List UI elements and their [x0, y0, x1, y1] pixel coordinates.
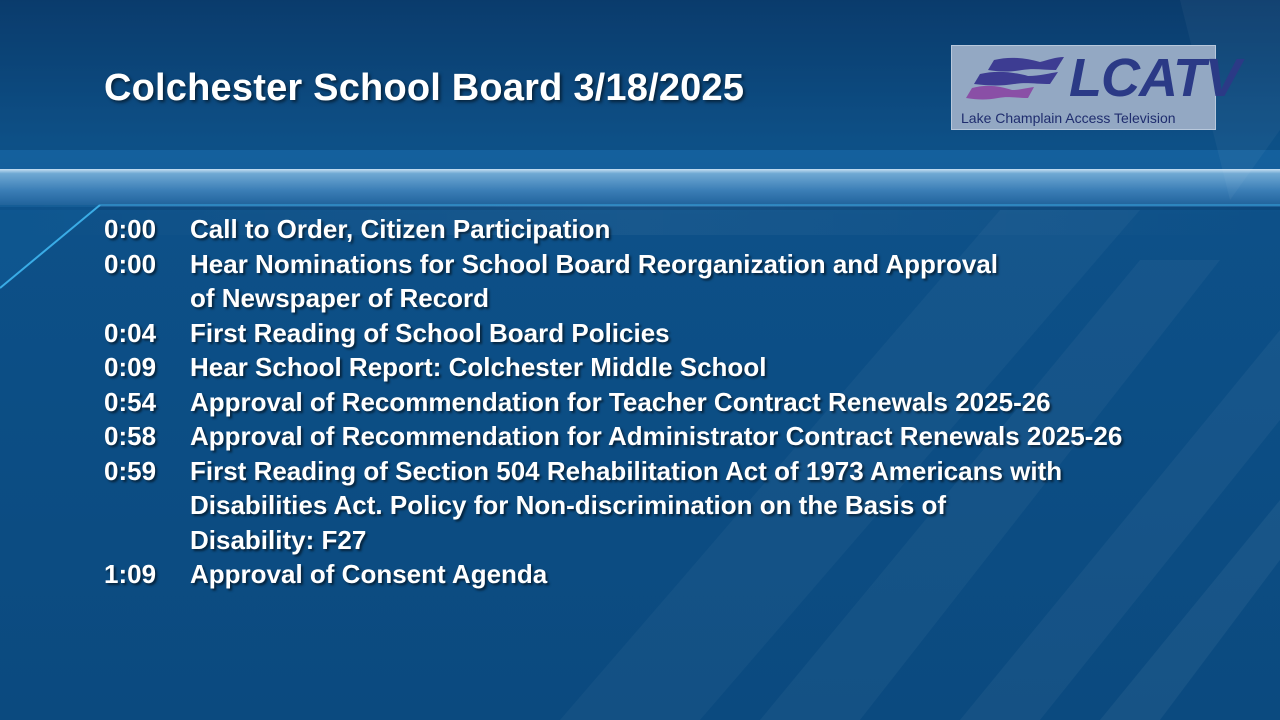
slide-title: Colchester School Board 3/18/2025: [104, 67, 745, 109]
agenda-item-title: [190, 385, 1254, 420]
agenda-item-title: [190, 454, 1254, 558]
agenda-item: [104, 557, 1254, 592]
agenda-item-time: 1:09: [104, 559, 157, 589]
agenda-item-time: 0:59: [104, 455, 157, 486]
agenda-item-title-line: Hear Nominations for School Board Reorganization and Approval: [190, 248, 999, 279]
agenda-list: [104, 212, 1254, 592]
agenda-item-title-line: of Newspaper of Record: [190, 283, 490, 313]
agenda-item-title-line: Call to Order, Citizen Participation: [190, 214, 611, 244]
agenda-item-title-line: Approval of Recommendation for Teacher Contract Renewals 2025-26: [190, 386, 1051, 417]
agenda-item-time: 0:00: [104, 214, 157, 244]
agenda-item-title: [190, 247, 1254, 316]
logo-tagline: Lake Champlain Access Television: [961, 110, 1176, 126]
agenda-item-title: [190, 212, 1254, 247]
agenda-item-title: [190, 419, 1254, 454]
agenda-item-time: 0:00: [104, 248, 157, 279]
waves-icon: [964, 54, 1064, 106]
agenda-item-title-line: Approval of Recommendation for Administrator Contract Renewals 2025-26: [190, 421, 1123, 451]
agenda-item: [104, 316, 1254, 351]
agenda-item: [104, 350, 1254, 385]
agenda-item: [104, 385, 1254, 420]
agenda-item-time: 0:04: [104, 317, 157, 348]
agenda-item-title: [190, 316, 1254, 351]
agenda-item-title-line: Hear School Report: Colchester Middle School: [190, 352, 767, 382]
agenda-item-title-line: Approval of Consent Agenda: [190, 559, 548, 589]
agenda-item-title: [190, 350, 1254, 385]
lcatv-logo: [951, 45, 1240, 130]
agenda-item-time: 0:54: [104, 386, 157, 417]
agenda-item-title: [190, 557, 1254, 592]
agenda-item-title-line: First Reading of Section 504 Rehabilitation Act of 1973 Americans with: [190, 455, 1063, 486]
agenda-item-time: 0:58: [104, 421, 157, 451]
agenda-item-time: 0:09: [104, 352, 157, 382]
logo-wordmark: LCATV: [1069, 48, 1240, 108]
agenda-item: [104, 454, 1254, 558]
agenda-item-title-line: Disability: F27: [190, 524, 367, 555]
agenda-item: [104, 212, 1254, 247]
agenda-item-title-line: First Reading of School Board Policies: [190, 317, 670, 348]
agenda-item: [104, 247, 1254, 316]
agenda-item-title-line: Disabilities Act. Policy for Non-discrimination on the Basis of: [190, 490, 947, 520]
agenda-item: [104, 419, 1254, 454]
